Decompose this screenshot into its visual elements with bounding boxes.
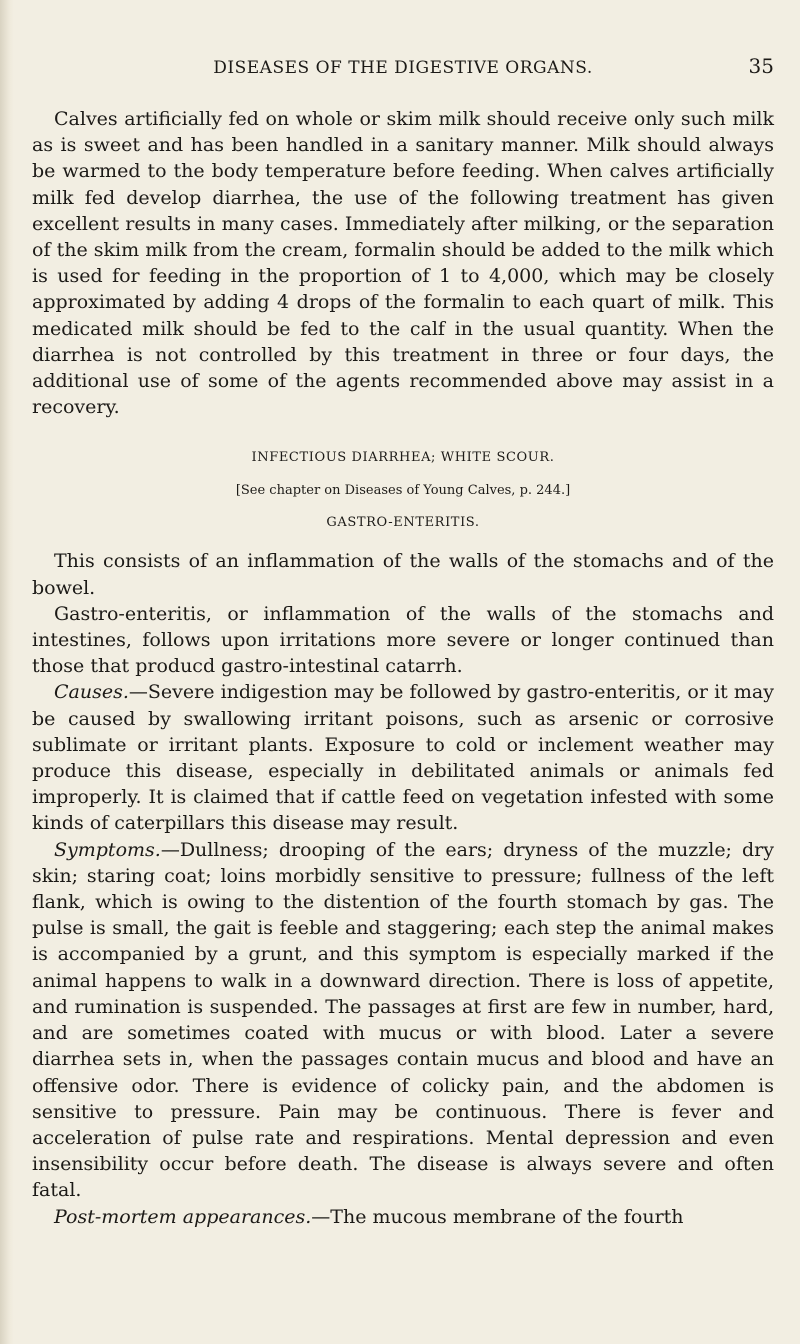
intro-paragraph: Calves artificially fed on whole or skim milk should receive only such milk as is sweet and has been handled in a sanitary manner. Milk should always be warmed to the body temperature before feeding. When calves artificially milk fed develop diarrhea, the use of the following treatment has given excellent results in many cases. Immediately after milking, or the separation of the skim milk from the cream, formalin should be added to the milk which is used for feeding in the proportion of 1 to 4,000, which may be closely approximated by adding 4 drops of the formalin to each quart of milk. This medicated milk should be fed to the calf in the usual quantity. When the diarrhea is not controlled by this treatment in three or four days, the additional use of some of the agents recommended above may assist in a recovery. — [32, 108, 774, 419]
postmortem-text: —The mucous membrane of the fourth — [311, 1205, 684, 1228]
postmortem-paragraph — [32, 1204, 774, 1230]
cross-reference-citation: [See chapter on Diseases of Young Calves, p. 244.] — [235, 483, 571, 499]
page-spine-shadow — [0, 0, 14, 1344]
gastro-overview-paragraph: Gastro-enteritis, or inflammation of the walls of the stomachs and intestines, follows upon irritations more severe or longer continued than those that producd gastro-intestinal catarrh. — [32, 602, 774, 678]
running-head — [32, 54, 774, 92]
symptoms-text: —Dullness; drooping of the ears; dryness of the muzzle; dry skin; staring coat; loins morbidly sensitive to pressure; fullness of the left flank, which is owing to the distention of the fourth stomach by gas. The pulse is small, the gait is feeble and staggering; each step the animal makes is accompanied by a grunt, and this symptom is especially marked if the animal happens to walk in a downward direction. There is loss of appetite, and rumination is suspended. The passages at first are few in number, hard, and are sometimes coated with mucus or with blood. Later a severe diarrhea sets in, when the passages contain mucus and blood and have an offensive odor. There is evidence of colicky pain, and the abdomen is sensitive to pressure. Pain may be continuous. There is fever and acceleration of pulse rate and respirations. Mental depression and even insensibility occur before death. The disease is always severe and often fatal. — [32, 838, 774, 1202]
symptoms-label: Symptoms. — [54, 838, 161, 861]
causes-label: Causes. — [54, 681, 129, 704]
causes-paragraph — [32, 679, 774, 836]
symptoms-paragraph — [32, 837, 774, 1204]
section-heading-infectious-diarrhea: INFECTIOUS DIARRHEA; WHITE SCOUR. — [251, 450, 555, 466]
page-number: 35 — [748, 54, 774, 78]
book-page — [32, 54, 774, 1230]
postmortem-label: Post-mortem appearances. — [54, 1205, 312, 1228]
section-heading-gastro-enteritis: GASTRO-ENTERITIS. — [326, 515, 480, 531]
gastro-definition-paragraph: This consists of an inflammation of the walls of the stomachs and of the bowel. — [32, 550, 774, 599]
causes-text: —Severe indigestion may be followed by gastro-enteritis, or it may be caused by swallowing irritant poisons, such as arsenic or corrosive sublimate or irritant plants. Exposure to cold or inclement weather may produce this disease, especially in debilitated animals or animals fed improperly. It is claimed that if cattle feed on vegetation infested with some kinds of caterpillars this disease may result. — [32, 681, 774, 835]
running-title: DISEASES OF THE DIGESTIVE ORGANS. — [213, 58, 593, 78]
